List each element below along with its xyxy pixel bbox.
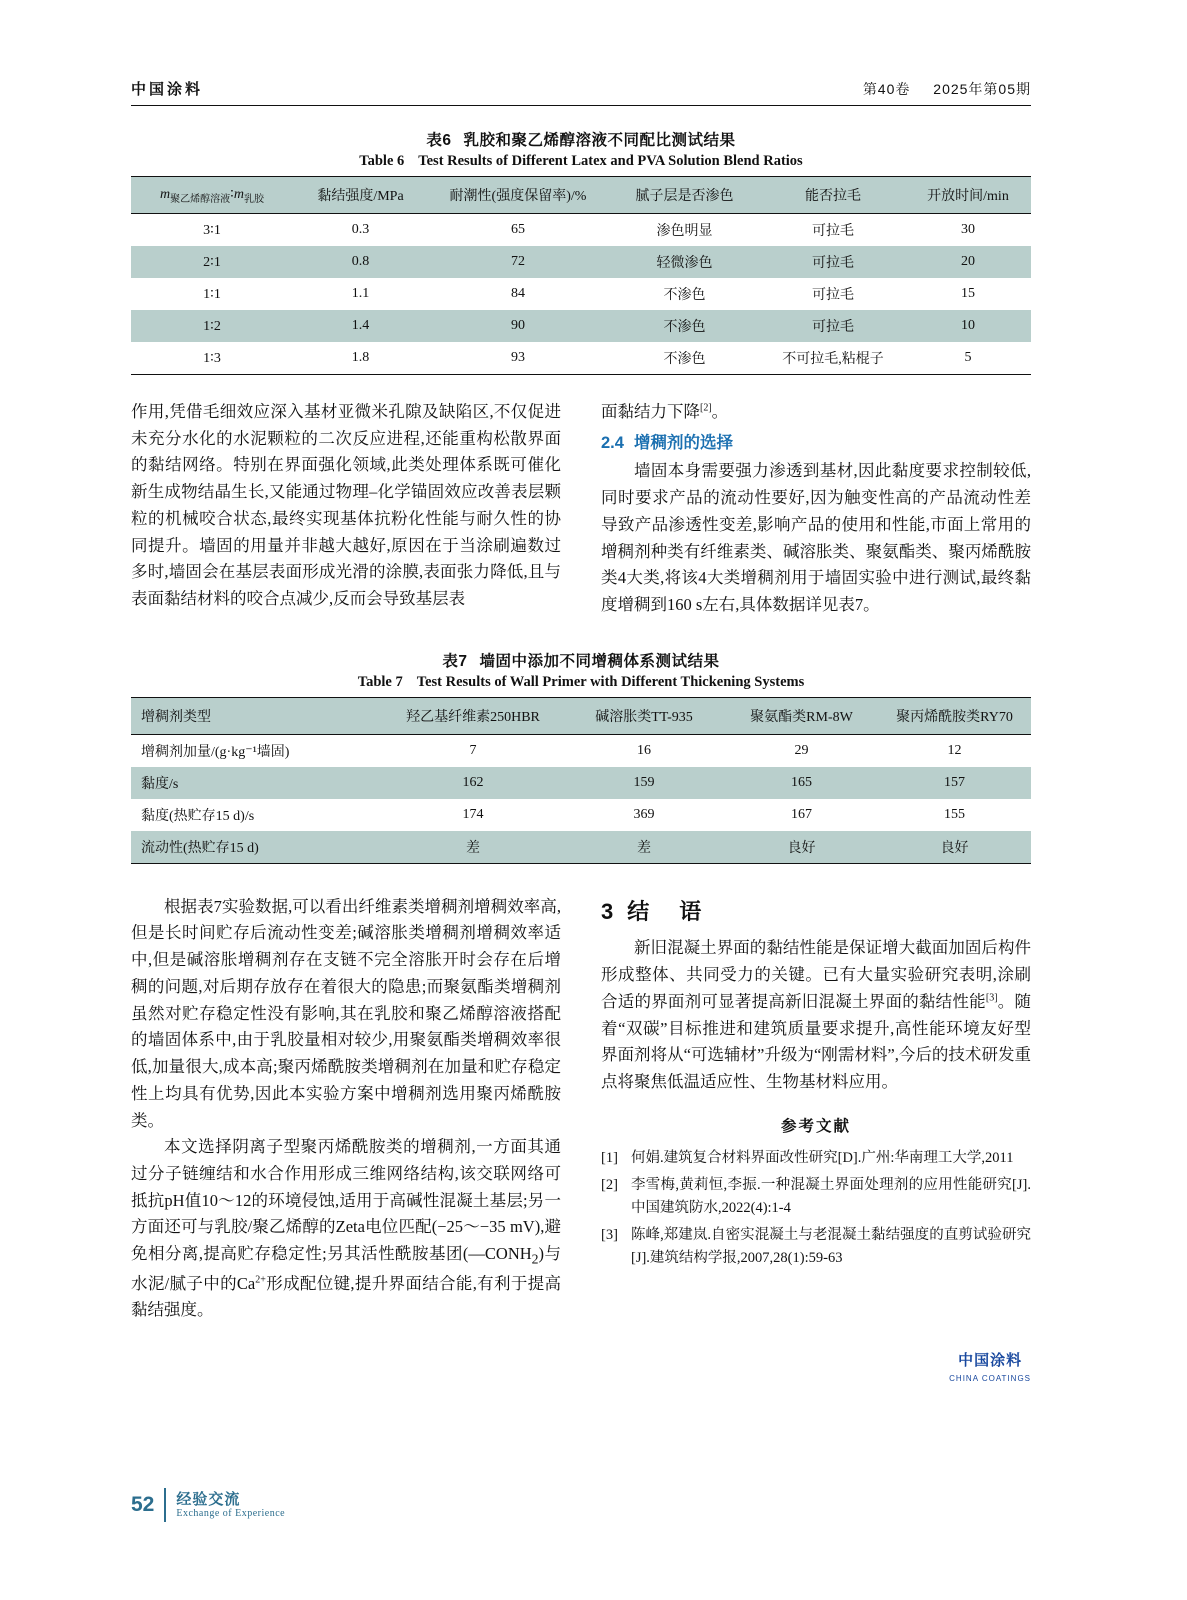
table-row [131, 342, 1031, 375]
table6-number-en: Table 6 [359, 153, 405, 169]
cell: 155 [944, 806, 965, 822]
table7-number-en: Table 7 [357, 673, 403, 690]
cell: 167 [791, 806, 812, 822]
table-row [131, 214, 1031, 247]
cell: 流动性(热贮存15 d) [131, 831, 383, 864]
cell: 29 [794, 742, 809, 758]
table-row [131, 246, 1031, 278]
subscript-2: 2 [531, 1251, 539, 1267]
cell: 增稠剂加量/(g·kg⁻¹墙固) [141, 744, 290, 760]
issue-label: 2025年第05期 [933, 81, 1031, 97]
cell: 15 [961, 286, 975, 301]
references-heading: 参考文献 [780, 1117, 851, 1135]
table7-col-pam: 聚丙烯酰胺类RY70 [878, 697, 1031, 734]
issue-info [845, 79, 1031, 99]
cell: 1.8 [293, 342, 428, 375]
cell: 157 [878, 767, 1031, 799]
table7-title-cn [131, 649, 1031, 671]
table7 [131, 697, 1031, 864]
reference-text: 何娟.建筑复合材料界面改性研究[D].广州:华南理工大学,2011 [631, 1149, 1014, 1166]
table-row [131, 799, 1031, 831]
journal-logo-cn: 中国涂料 [958, 1351, 1023, 1369]
page-content [131, 78, 1032, 1384]
section-heading-2-4 [601, 430, 1031, 457]
section-heading-3 [601, 894, 1031, 930]
journal-name: 中国涂料 [131, 81, 204, 98]
journal-logo-en: CHINA COATINGS [949, 1374, 1031, 1384]
cell: 良好 [725, 831, 878, 864]
paragraph-left-2: 根据表7实验数据,可以看出纤维素类增稠剂增稠效率高,但是长时间贮存后流动性变差;碱溶胀类增稠剂增稠效率适中,但是碱溶胀增稠剂存在支链不完全溶胀开时会存在后增稠的问题,对后期存放存在着很大的隐患;而聚氨酯类增稠剂虽然对贮存稳定性没有影响,其在乳胶和聚乙烯醇溶液搭配的墙固体系中,由于乳胶量相对较少,用聚氨酯类增稠效率很低,加量很大,成本高;聚丙烯酰胺类增稠剂在加量和贮存稳定性上均具有优势,因此本实验方案中增稠剂选用聚丙烯酰胺类。 [131, 896, 561, 1130]
section-number-2-4: 2.4 [601, 433, 624, 452]
section-title-3: 结 语 [627, 898, 706, 924]
cell: 不可拉毛,粘棍子 [761, 342, 905, 375]
cell: 3∶1 [203, 222, 221, 238]
table6 [131, 176, 1031, 375]
table6-number-cn: 表6 [426, 132, 452, 149]
paragraph-right-3-end: 。随着“双碳”目标推进和建筑质量要求提升,高性能环境友好型界面剂将从“可选辅材”升级为“刚需材料”,今后的技术研发重点将聚焦低温适应性、生物基材料应用。 [601, 991, 1032, 1091]
running-head [131, 78, 1031, 106]
table6-title-en-text: Test Results of Different Latex and PVA Solution Blend Ratios [418, 153, 803, 169]
paragraph-right-2: 墙固本身需要强力渗透到基材,因此黏度要求控制较低,同时要求产品的流动性要好,因为触变性高的产品流动性差导致产品渗透性变差,影响产品的使用和性能,市面上常用的增稠剂种类有纤维素类、碱溶胀类、聚氨酯类、聚丙烯酰胺类4大类,将该4大类增稠剂用于墙固实验中进行测试,最终黏度增稠到160 s左右,具体数据详见表7。 [601, 461, 1031, 615]
cell: 不渗色 [608, 310, 761, 342]
cell: 2∶1 [131, 246, 293, 278]
section-title-2-4: 增稠剂的选择 [633, 433, 733, 452]
paragraph-right-3-text: 新旧混凝土界面的黏结性能是保证增大截面加固后构件形成整体、共同受力的关键。已有大量实验研究表明,涂刷合适的界面剂可显著提高新旧混凝土界面的黏结性能 [601, 938, 1031, 1011]
footer-section [176, 1491, 285, 1519]
table7-col-pu: 聚氨酯类RM-8W [725, 697, 878, 734]
cell: 不渗色 [663, 288, 706, 303]
paragraph-right-3 [601, 935, 1031, 1095]
table6-col-napping: 能否拉毛 [761, 177, 905, 214]
right-column-lower [601, 894, 1032, 1384]
reference-index: [1] [601, 1149, 618, 1166]
table7-title-en [131, 674, 1031, 691]
left-column-lower [131, 894, 561, 1324]
page-footer [131, 1488, 285, 1522]
table7-block [131, 649, 1031, 864]
cell: 不渗色 [608, 342, 761, 375]
cell: 可拉毛 [812, 224, 854, 239]
table6-col-opentime: 开放时间/min [905, 177, 1031, 214]
cell: 369 [633, 806, 655, 822]
cell: 1∶3 [131, 342, 293, 375]
cell: 84 [511, 286, 525, 301]
table6-col-bleed: 腻子层是否渗色 [608, 177, 761, 214]
cell: 93 [428, 342, 608, 375]
cell: 7 [469, 742, 477, 758]
table7-body [131, 734, 1031, 863]
reference-index: [3] [601, 1227, 618, 1244]
volume-label: 第40卷 [862, 81, 911, 97]
table-row [131, 278, 1031, 310]
cell: 90 [428, 310, 608, 342]
cell: 1∶2 [131, 310, 293, 342]
paragraph-right-1-text: 面黏结力下降 [601, 402, 700, 421]
cell: 162 [383, 767, 563, 799]
body-columns-upper [131, 399, 1031, 619]
paragraph-left-1: 作用,凭借毛细效应深入基材亚微米孔隙及缺陷区,不仅促进未充分水化的水泥颗粒的二次反应进程,还能重构松散界面的黏结网络。特别在界面强化领域,此类处理体系既可催化新生成物结晶生长,又能通过物理–化学锚固效应改善表层颗粒的机械咬合状态,最终实现基体抗粉化性能与耐久性的协同提升。墙固的用量并非越大越好,原因在于当涂刷遍数过多时,墙固会在基层表面形成光滑的涂膜,表面张力降低,且与表面黏结材料的咬合点减少,反而会导致基层表 [131, 402, 561, 609]
paragraph-left-3-c: 形成配位键,提升界面结合能,有利于提高黏结强度。 [131, 1273, 562, 1320]
body-columns-lower [131, 894, 1032, 1384]
reference-text: 陈峰,郑建岚.自密实混凝土与老混凝土黏结强度的直剪试验研究[J].建筑结构学报,2007,28(1):59-63 [631, 1227, 1031, 1266]
cell: 黏度/s [131, 767, 383, 799]
cell: 1.4 [293, 310, 428, 342]
page-number: 52 [131, 1493, 155, 1516]
reference-text: 李雪梅,黄莉恒,李振.一种混凝土界面处理剂的应用性能研究[J].中国建筑防水,2022(4):1-4 [631, 1177, 1031, 1216]
table-row [131, 734, 1031, 767]
cell: 黏度(热贮存15 d)/s [141, 808, 255, 824]
cell: 0.3 [351, 222, 370, 237]
cell: 可拉毛 [761, 246, 905, 278]
cell: 16 [637, 742, 651, 758]
section-number-3: 3 [601, 898, 614, 924]
cell: 良好 [878, 831, 1031, 864]
left-column-upper [131, 399, 561, 619]
table6-title-en [131, 153, 1031, 170]
citation-marker-3: [3] [985, 992, 998, 1004]
footer-section-cn: 经验交流 [176, 1490, 241, 1508]
table6-title-cn [131, 128, 1031, 150]
cell: 1∶1 [203, 286, 221, 302]
cell: 10 [905, 310, 1031, 342]
table7-header-row [131, 697, 1031, 734]
footer-section-en: Exchange of Experience [176, 1508, 286, 1520]
table6-header-row [131, 177, 1031, 214]
citation-marker-2: [2] [700, 402, 712, 414]
paragraph-right-1-end: 。 [711, 402, 729, 421]
reference-item [601, 1224, 1031, 1269]
footer-divider [164, 1488, 166, 1522]
table-row [131, 831, 1031, 864]
table7-col-hec: 羟乙基纤维素250HBR [383, 697, 563, 734]
table7-number-cn: 表7 [442, 652, 468, 670]
cell: 差 [383, 831, 563, 864]
cell: 165 [725, 767, 878, 799]
journal-logo [949, 1349, 1031, 1386]
cell: 0.8 [293, 246, 428, 278]
cell: 轻微渗色 [608, 246, 761, 278]
table-row [131, 310, 1031, 342]
table7-col-ase: 碱溶胀类TT-935 [563, 697, 725, 734]
cell: 5 [905, 342, 1031, 375]
cell: 渗色明显 [656, 224, 713, 239]
right-column-upper [601, 399, 1031, 619]
table7-title-en-text: Test Results of Wall Primer with Different Thickening Systems [416, 673, 805, 690]
cell: 12 [947, 742, 962, 758]
cell: 30 [961, 222, 975, 237]
paragraph-left-3-b: )与水泥/腻子中的Ca [131, 1244, 561, 1293]
cell: 差 [563, 831, 725, 864]
cell: 可拉毛 [761, 310, 905, 342]
reference-item [601, 1174, 1031, 1219]
cell: 159 [563, 767, 725, 799]
cell: 174 [462, 806, 484, 822]
paragraph-right-1 [601, 399, 1031, 426]
cell: 72 [428, 246, 608, 278]
cell: 1.1 [351, 286, 370, 301]
table6-body [131, 214, 1031, 375]
table6-col-ratio: $m_{聚乙烯醇溶液}∶m_{乳胶}$ [131, 177, 293, 214]
table6-col-strength: 黏结强度/MPa [293, 177, 428, 214]
cell: 20 [905, 246, 1031, 278]
table6-block [131, 128, 1031, 375]
table7-col-type: 增稠剂类型 [131, 697, 383, 734]
reference-item [601, 1147, 1031, 1169]
superscript-2plus: 2+ [255, 1274, 266, 1286]
paragraph-left-3-a: 本文选择阴离子型聚丙烯酰胺类的增稠剂,一方面其通过分子链缠结和水合作用形成三维网络结构,该交联网络可抵抗pH值10～12的环境侵蚀,适用于高碱性混凝土基层;另一方面还可与乳胶/聚乙烯醇的Zeta电位匹配(−25～−35 mV),避免相分离,提高贮存稳定性;另其活性酰胺基团(—CONH [131, 1137, 561, 1264]
paragraph-left-3 [131, 1134, 561, 1324]
table-row [131, 767, 1031, 799]
cell: 可拉毛 [812, 288, 854, 303]
table7-title-cn-text: 墙固中添加不同增稠体系测试结果 [479, 652, 720, 670]
table6-title-cn-text: 乳胶和聚乙烯醇溶液不同配比测试结果 [463, 132, 736, 149]
cell: 65 [511, 222, 525, 237]
table6-col-moisture: 耐潮性(强度保留率)/% [428, 177, 608, 214]
reference-index: [2] [601, 1177, 618, 1194]
